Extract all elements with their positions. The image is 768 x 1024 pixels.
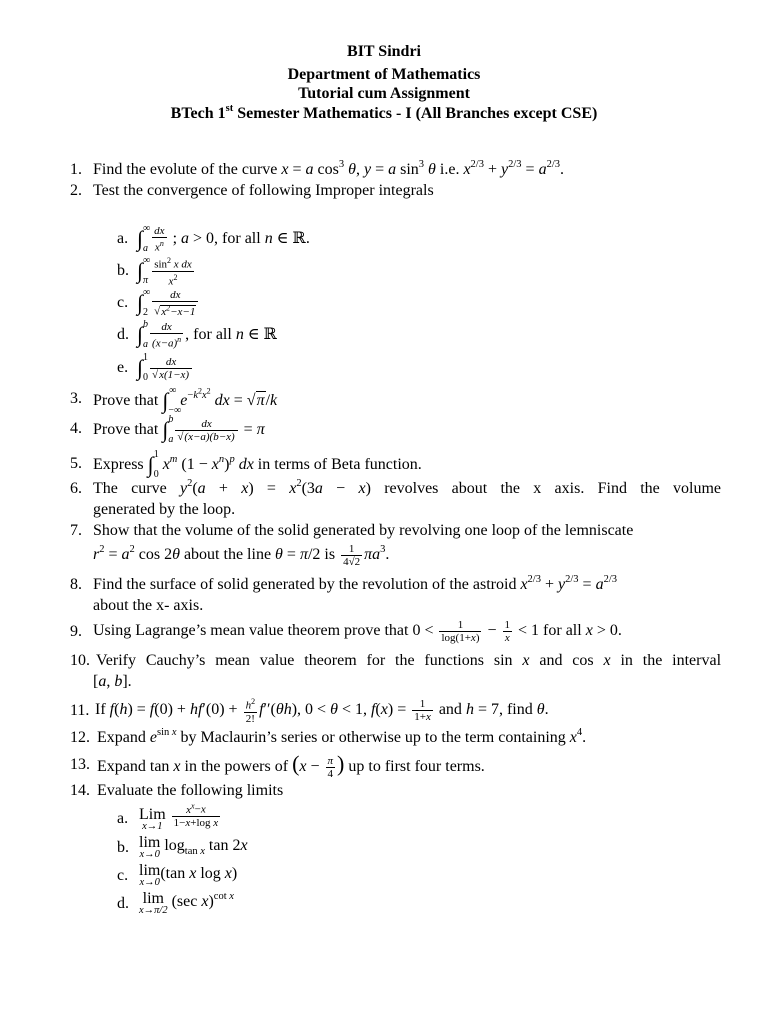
question-8-line2: about the x- axis.	[93, 597, 204, 614]
question-number: 12.	[70, 729, 90, 746]
question-number: 8.	[70, 576, 82, 593]
question-13: Expand tan x in the powers of (x − $\frac{\pi}{4}$ ) up to first four terms.	[97, 751, 485, 780]
question-7-line1: Show that the volume of the solid generated by revolving one loop of the lemniscate	[93, 522, 634, 539]
integral-e: $\int_0^1$ $\frac{dx}{√x(1-x)}$	[137, 350, 194, 385]
question-number: 5.	[70, 455, 82, 472]
question-number: 4.	[70, 420, 82, 437]
question-number: 10.	[70, 652, 90, 669]
question-number: 6.	[70, 480, 82, 497]
sub-label: a.	[117, 810, 129, 827]
question-10-line1: Verify Cauchy’s mean value theorem for the functions sin x and cos x in the interval	[96, 652, 722, 669]
question-number: 11.	[70, 702, 90, 719]
sub-label: e.	[117, 359, 129, 376]
question-2: Test the convergence of following Improper integrals	[93, 182, 434, 199]
question-9: Using Lagrange’s mean value theorem prove that 0 < $\frac{1}{\log(1+x)}$ − $\frac{1}{x}$ < 1 for all x > 0.	[93, 618, 622, 644]
question-number: 7.	[70, 522, 82, 539]
question-5: Express $\int_0^1$ $x^m$ $(1 - x^n)^p$ dx in terms of Beta function.	[93, 449, 422, 480]
document-type: Tutorial cum Assignment	[298, 85, 470, 102]
integral-a: $\int_a^\infty$ $\frac{dx}{x^n}$ ; a > 0, for all n ∈ ℝ.	[137, 223, 310, 254]
integral-b: $\int_\pi^\infty$ $\frac{\sin^2 x dx}{x^2}$	[137, 255, 192, 288]
question-14: Evaluate the following limits	[97, 782, 284, 799]
sub-label: b.	[117, 262, 129, 279]
sub-label: d.	[117, 895, 129, 912]
question-number: 13.	[70, 756, 90, 773]
question-6-line2: generated by the loop.	[93, 501, 236, 518]
question-10-line2: [a, b].	[93, 673, 132, 690]
limit-a: Lim x→1 $\frac{x^x-x}{\text{1−x+log x}}$	[139, 801, 219, 832]
limit-c: lim x→0 (tan x log x)	[139, 862, 238, 888]
integral-d: $\int_a^b$ $\frac{dx}{(x-a)^n}$ , for all n ∈ ℝ	[137, 319, 277, 350]
sub-label: a.	[117, 230, 129, 247]
question-number: 2.	[70, 182, 82, 199]
institution-title: BIT Sindri	[347, 43, 421, 60]
limit-d: lim x→π/2 (sec x)$^{cot x}$	[139, 890, 234, 916]
question-number: 3.	[70, 390, 82, 407]
question-12: Expand $e^{sin x}$ by Maclaurin’s series or otherwise up to the term containing $x^4$.	[97, 727, 587, 746]
sub-label: c.	[117, 294, 129, 311]
question-4: Prove that $\int_a^b$ $\frac{dx}{√(x-a)(b-x)}$ = π	[93, 414, 265, 445]
question-number: 1.	[70, 161, 82, 178]
course-title: BTech 1st Semester Mathematics - I (All Branches except CSE)	[170, 103, 598, 122]
sub-label: d.	[117, 326, 129, 343]
question-11: If f(h) = f(0) + hf′(0) + $\frac{h^2}{2!}$ f′′(θh), 0 < θ < 1, f(x) = $\frac{1}{1+x}$ and h = 7, find θ.	[95, 697, 549, 725]
department-title: Department of Mathematics	[287, 66, 481, 83]
integral-c: $\int_2^\infty$ $\frac{dx}{√x^2-x-1}$	[137, 285, 200, 320]
question-1: Find the evolute of the curve x = a $\cos^3 \theta$, y = a $\sin^3 \theta$ i.e. $x^{2/3} + y^{2/3} = a^{2/3}$.	[93, 159, 564, 178]
question-number: 9.	[70, 623, 82, 640]
sub-label: c.	[117, 867, 129, 884]
question-number: 14.	[70, 782, 90, 799]
limit-b: lim x→0 $\log_{tan x} \tan 2x$	[139, 834, 248, 860]
question-7-line2: $r^2 = a^2$ cos 2θ about the line θ = π/2 is $\frac{1}{4√2}$ $\pi a^3$.	[93, 542, 390, 568]
question-3: Prove that $\int_{-\infty}^\infty$ $e^{-k^2x^2}$ dx = √π/k	[93, 385, 278, 416]
question-6-line1: The curve $y^2(a + x) = x^2(3a - x)$ revolves about the x axis. Find the volume	[93, 478, 722, 497]
sub-label: b.	[117, 839, 129, 856]
question-8-line1: Find the surface of solid generated by the revolution of the astroid $x^{2/3} + y^{2/3} = a^{2/3}$	[93, 574, 617, 593]
